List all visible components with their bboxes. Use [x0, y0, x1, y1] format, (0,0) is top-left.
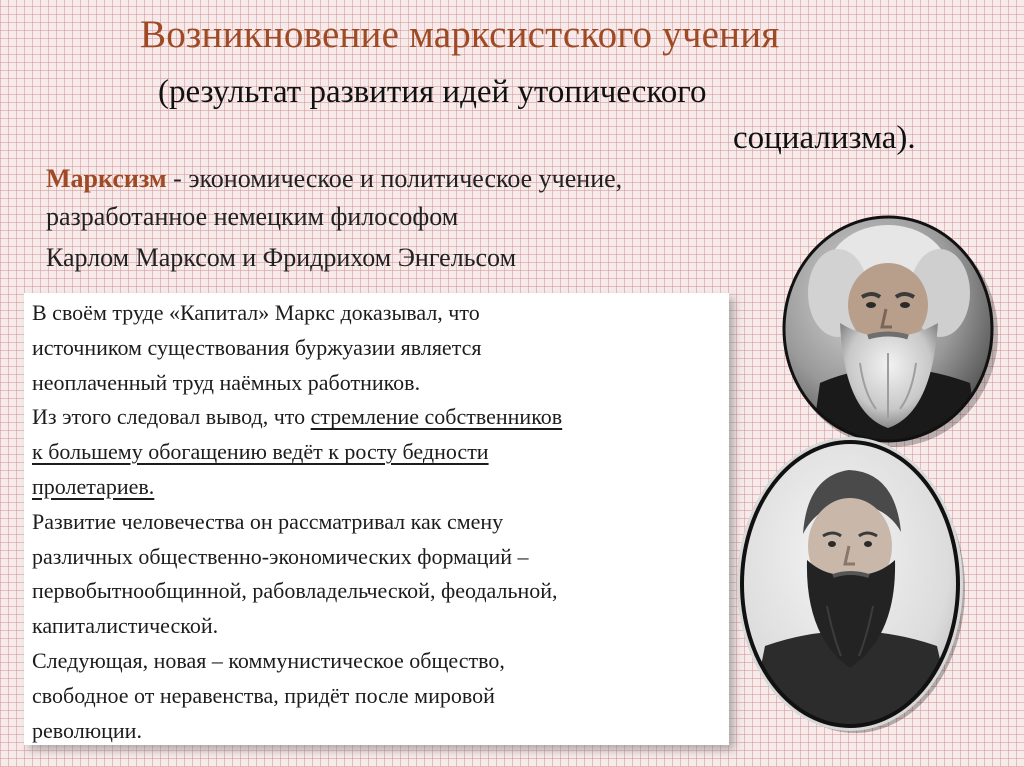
- body-line: В своём труде «Капитал» Маркс доказывал, что: [32, 300, 480, 325]
- definition-line1: экономическое и политическое учение,: [188, 164, 623, 193]
- definition-block: [46, 160, 622, 277]
- body-line: различных общественно-экономических формаций –: [32, 543, 529, 569]
- definition-line2: разработанное немецким философом: [46, 202, 459, 231]
- body-line: неоплаченный труд наёмных работников.: [32, 369, 421, 395]
- body-line: источником существования буржуазии является: [32, 334, 482, 360]
- body-line-prefix: Из этого следовал вывод, что: [32, 404, 311, 430]
- body-text: [32, 296, 562, 748]
- underlined-phrase: стремление собственников: [310, 404, 563, 430]
- definition-line3: Карлом Марксом и Фридрихом Энгельсом: [46, 243, 517, 272]
- definition-term: Марксизм: [46, 164, 167, 193]
- body-line: свободное от неравенства, придёт после мировой: [32, 682, 495, 708]
- body-line: революции.: [32, 717, 142, 743]
- body-line: капиталистической.: [32, 613, 219, 639]
- body-line: первобытнообщинной, рабовладельческой, феодальной,: [32, 578, 558, 604]
- slide-title: Возникновение марксистского учения: [140, 13, 780, 56]
- body-line: [32, 400, 562, 435]
- definition-dash: -: [166, 164, 189, 193]
- body-line: Развитие человечества он рассматривал как смену: [32, 508, 504, 534]
- underlined-line: пролетариев.: [32, 473, 155, 499]
- slide-subtitle-line2: социализма).: [733, 120, 916, 156]
- engels-portrait: [737, 436, 963, 732]
- body-line: Следующая, новая – коммунистическое общество,: [32, 647, 505, 673]
- slide-subtitle-line1: (результат развития идей утопического: [158, 74, 707, 110]
- marx-portrait: [780, 213, 996, 446]
- underlined-line: к большему обогащению ведёт к росту бедности: [32, 439, 489, 465]
